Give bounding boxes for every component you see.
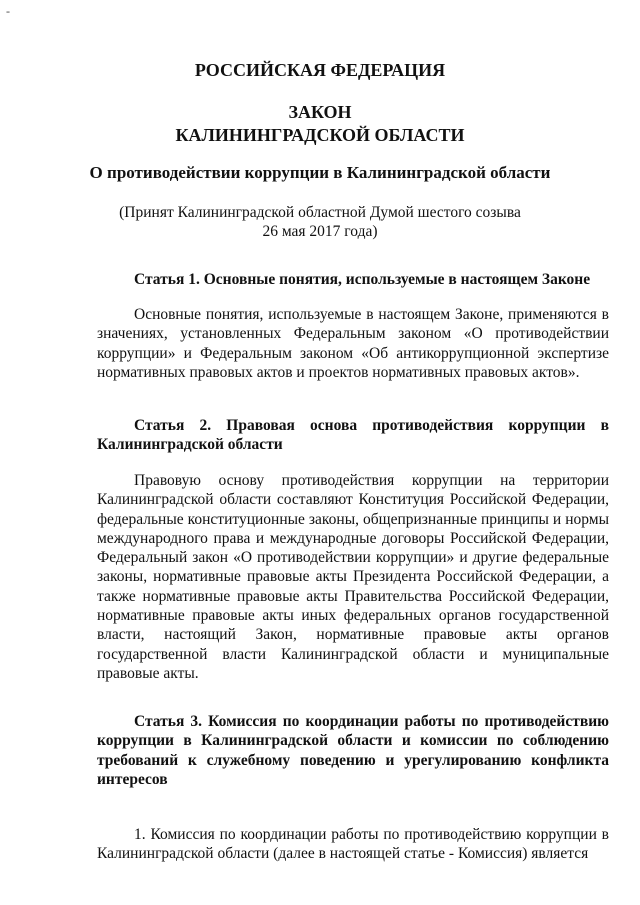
adoption-note-line-2: 26 мая 2017 года) [262, 223, 378, 240]
law-title-line-2: КАЛИНИНГРАДСКОЙ ОБЛАСТИ [175, 125, 465, 145]
article-1-heading-block [97, 270, 609, 289]
law-title [0, 101, 640, 147]
adoption-note [0, 203, 640, 241]
article-2-body: Правовую основу противодействия коррупции на территории Калининградской области составляют Конституция Российской Федерации, федеральные конституционные законы, общепризнанные принципы и нормы международного права и международные договоры Российской Федерации, Федеральный закон «О противодействии коррупции» и другие федеральные законы, нормативные правовые акты Президента Российской Федерации, а также нормативные правовые акты Правительства Российской Федерации, нормативные правовые акты иных федеральных органов государственной власти, настоящий Закон, нормативные правовые акты органов государственной власти Калининградской области и муниципальные правовые акты. [97, 472, 609, 682]
article-3-heading: Статья 3. Комиссия по координации работы по противодействию коррупции в Калининградской области и комиссии по соблюдению требований к служебному поведению и урегулированию конфликта интересов [97, 713, 609, 788]
adoption-note-line-1: (Принят Калининградской областной Думой шестого созыва [119, 204, 521, 221]
article-1-body-block [97, 305, 609, 382]
article-3-heading-block [97, 712, 609, 789]
law-title-line-1: ЗАКОН [288, 102, 352, 122]
federation-title: РОССИЙСКАЯ ФЕДЕРАЦИЯ [194, 60, 446, 80]
article-1-heading: Статья 1. Основные понятия, используемые в настоящем Законе [134, 271, 591, 288]
page-mark: - [6, 4, 10, 18]
article-1-body: Основные понятия, используемые в настоящем Законе, применяются в значениях, установленных Федеральным законом «О противодействии коррупции» и Федеральным законом «Об антикоррупционной экспертизе нормативных правовых актов и проектов нормативных правовых актов». [97, 306, 609, 381]
article-2-body-block [97, 471, 609, 683]
article-2-heading: Статья 2. Правовая основа противодействия коррупции в Калининградской области [97, 417, 609, 454]
article-3-body-block [97, 825, 609, 864]
law-subject: О противодействии коррупции в Калининградской области [89, 163, 551, 182]
article-2-heading-block [97, 416, 609, 455]
article-3-body: 1. Комиссия по координации работы по противодействию коррупции в Калининградской области (далее в настоящей статье - Комиссия) является [97, 826, 609, 863]
